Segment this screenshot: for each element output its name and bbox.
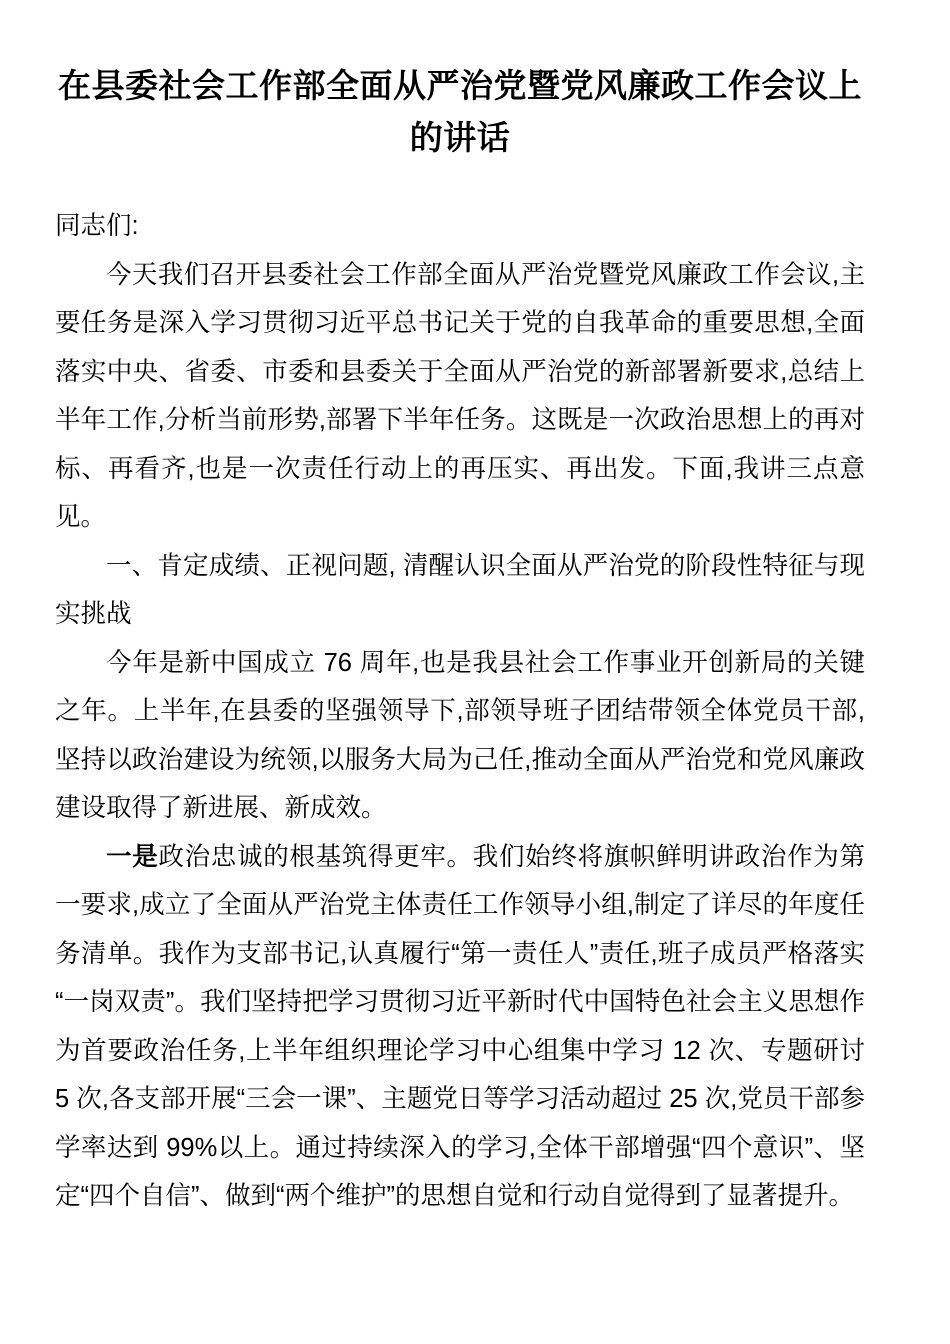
point-one-text: 政治忠诚的根基筑得更牢。我们始终将旗帜鲜明讲政治作为第一要求,成立了全面从严治党主体责任工作领导小组,制定了详尽的年度任务清单。我作为支部书记,认真履行“第一责任人”责任,班子成员严格落实“一岗双责”。我们坚持把学习贯彻习近平新时代中国特色社会主义思想作为首要政治任务,上半年组织理论学习中心组集中学习 12 次、专题研讨 5 次,各支部开展“三会一课”、主题党日等学习活动超过 25 次,党员干部参学率达到 99%以上。通过持续深入的学习,全体干部增强“四个意识”、坚定“四个自信”、做到“两个维护”的思想自觉和行动自觉得到了显著提升。 bbox=[55, 842, 865, 1210]
point-one-lead-label: 一是 bbox=[106, 842, 159, 871]
salutation: 同志们: bbox=[55, 212, 139, 240]
document-body bbox=[55, 0, 865, 1221]
title-spacer bbox=[55, 164, 865, 202]
section-heading-one: 一、肯定成绩、正视问题, 清醒认识全面从严治党的阶段性特征与现实挑战 bbox=[55, 551, 865, 628]
paragraph-point-one bbox=[55, 833, 865, 1221]
page-title: 在县委社会工作部全面从严治党暨党风廉政工作会议上的讲话 bbox=[58, 67, 862, 156]
paragraph-year-overview: 今年是新中国成立 76 周年,也是我县社会工作事业开创新局的关键之年。上半年,在县委的坚强领导下,部领导班子团结带领全体党员干部,坚持以政治建设为统领,以服务大局为己任,推动全面从严治党和党风廉政建设取得了新进展、新成效。 bbox=[55, 648, 865, 822]
paragraph-opening: 今天我们召开县委社会工作部全面从严治党暨党风廉政工作会议,主要任务是深入学习贯彻习近平总书记关于党的自我革命的重要思想,全面落实中央、省委、市委和县委关于全面从严治党的新部署新要求,总结上半年工作,分析当前形势,部署下半年任务。这既是一次政治思想上的再对标、再看齐,也是一次责任行动上的再压实、再出发。下面,我讲三点意见。 bbox=[55, 260, 865, 531]
